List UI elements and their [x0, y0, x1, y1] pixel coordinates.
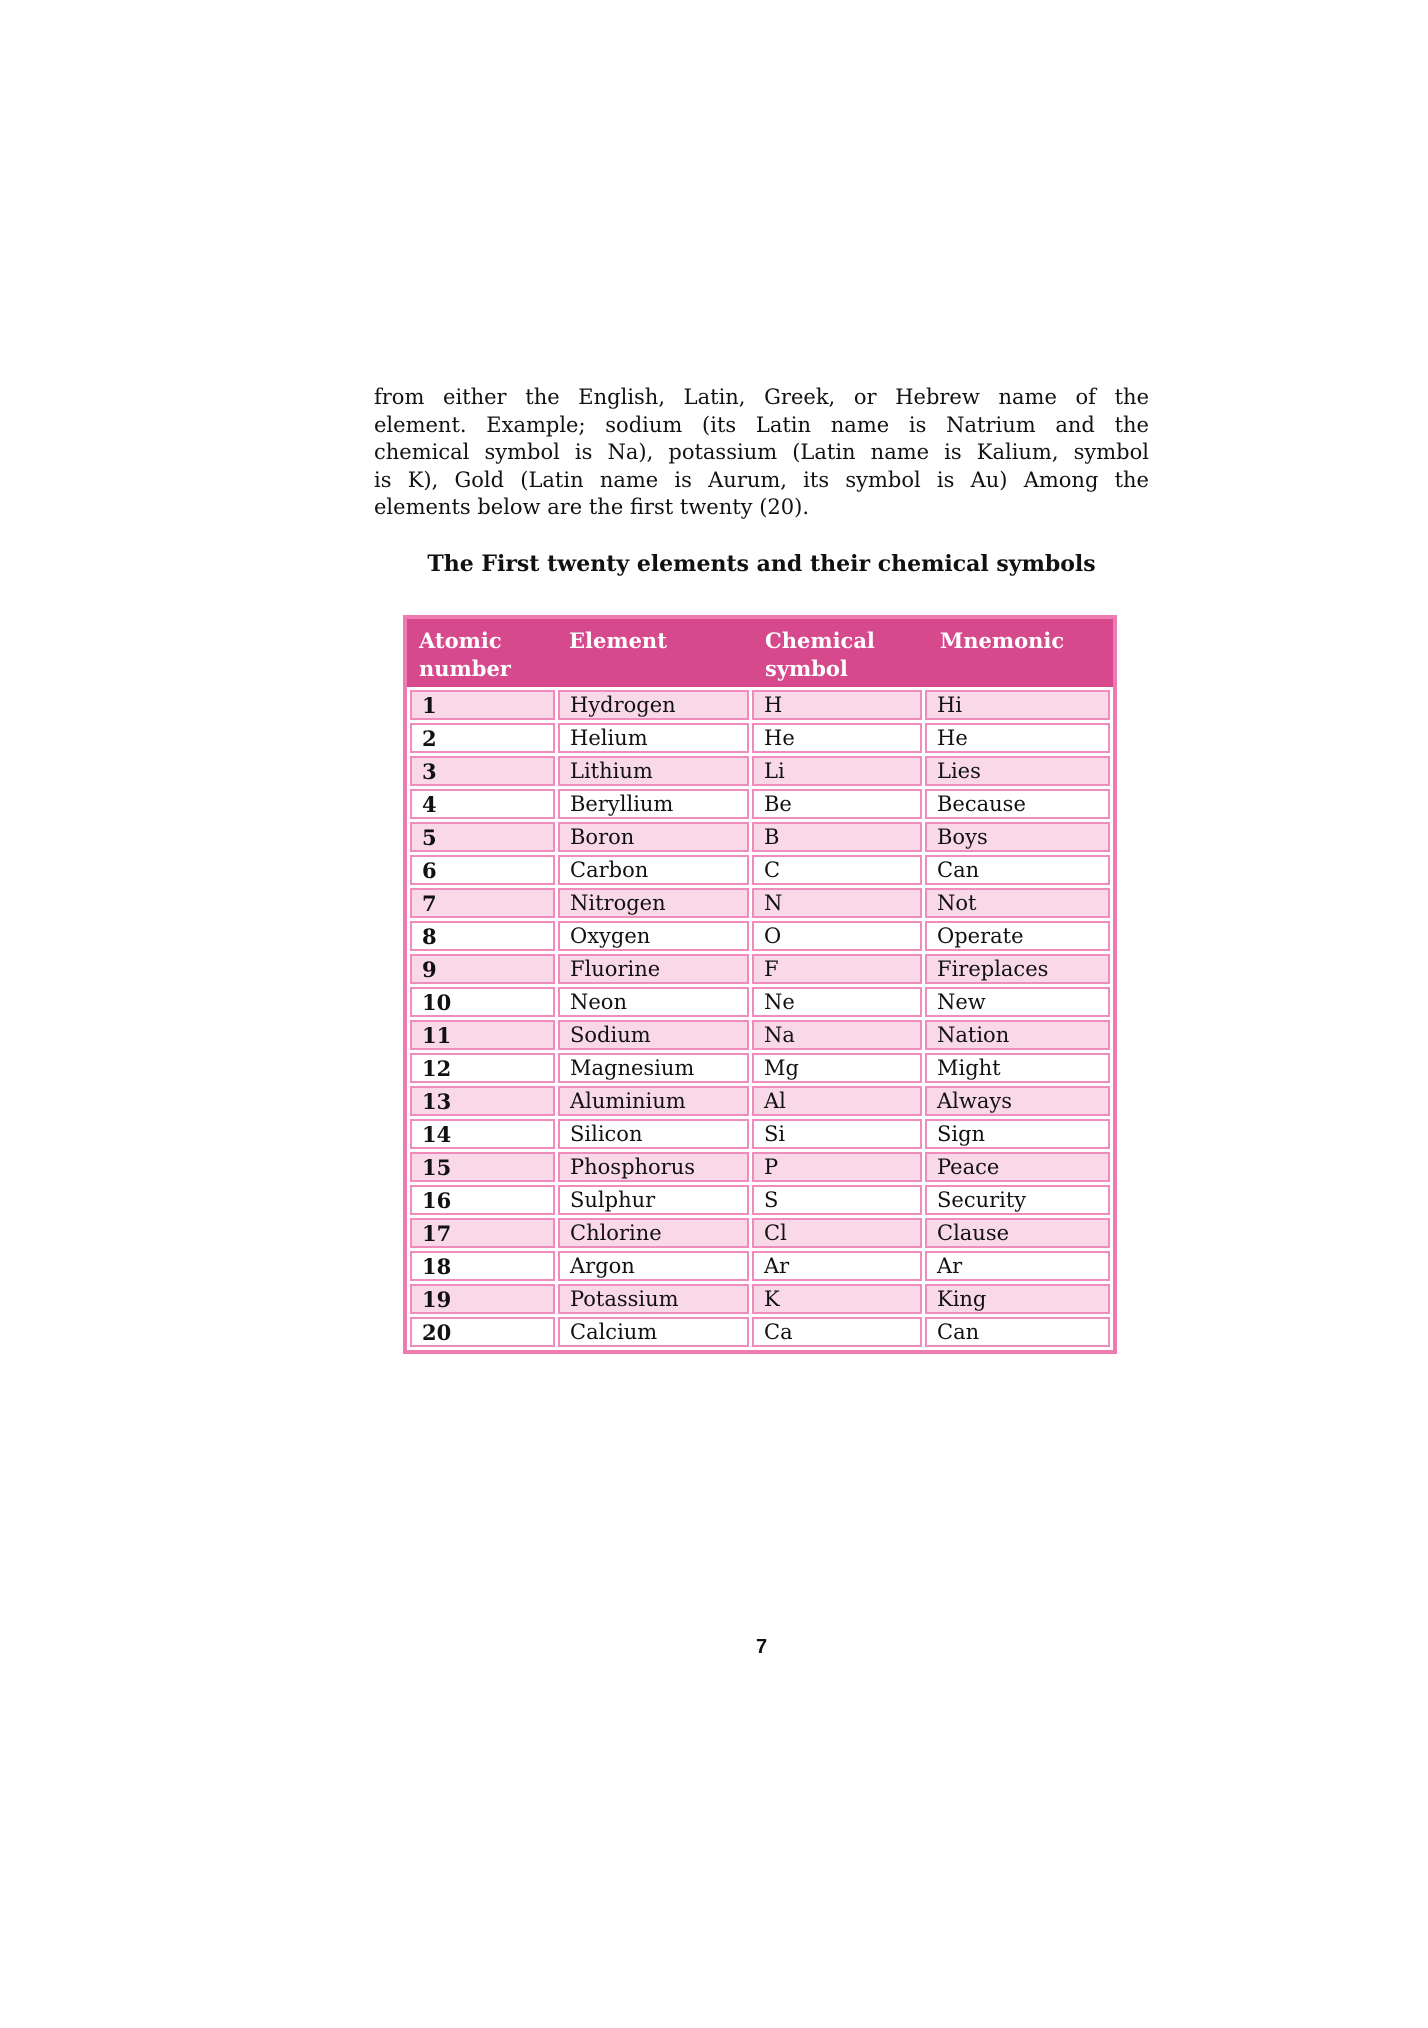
table-row [410, 1284, 1110, 1314]
paragraph-line: from either the English, Latin, Greek, or Hebrew name of the [374, 385, 1149, 409]
column-header-mnemonic: Mnemonic [940, 628, 1065, 653]
column-header-atomic-number: Atomic number [419, 628, 511, 681]
table-row [410, 987, 1110, 1017]
cell-atomic-number: 13 [410, 1086, 555, 1116]
cell-mnemonic: Sign [925, 1119, 1110, 1149]
cell-mnemonic: Because [925, 789, 1110, 819]
table-row [410, 690, 1110, 720]
cell-element: Aluminium [558, 1086, 749, 1116]
cell-mnemonic: Can [925, 1317, 1110, 1347]
cell-atomic-number: 3 [410, 756, 555, 786]
cell-atomic-number: 19 [410, 1284, 555, 1314]
table-row [410, 1053, 1110, 1083]
table-body [407, 687, 1113, 1350]
cell-mnemonic: Ar [925, 1251, 1110, 1281]
cell-mnemonic: He [925, 723, 1110, 753]
table-row [410, 954, 1110, 984]
table-row [410, 822, 1110, 852]
cell-symbol: Ar [752, 1251, 922, 1281]
column-header-chemical-symbol: Chemical symbol [765, 628, 875, 681]
cell-element: Potassium [558, 1284, 749, 1314]
cell-element: Chlorine [558, 1218, 749, 1248]
elements-table [403, 615, 1117, 1354]
cell-symbol: C [752, 855, 922, 885]
cell-mnemonic: Not [925, 888, 1110, 918]
table-row [410, 1119, 1110, 1149]
cell-symbol: He [752, 723, 922, 753]
cell-mnemonic: Can [925, 855, 1110, 885]
table-row [410, 1185, 1110, 1215]
cell-element: Lithium [558, 756, 749, 786]
cell-element: Neon [558, 987, 749, 1017]
cell-symbol: Ne [752, 987, 922, 1017]
cell-atomic-number: 20 [410, 1317, 555, 1347]
cell-symbol: B [752, 822, 922, 852]
table-row [410, 1020, 1110, 1050]
cell-symbol: O [752, 921, 922, 951]
intro-paragraph [374, 385, 1149, 523]
table-row [410, 1086, 1110, 1116]
table-row [410, 888, 1110, 918]
cell-symbol: Na [752, 1020, 922, 1050]
cell-mnemonic: Operate [925, 921, 1110, 951]
cell-element: Calcium [558, 1317, 749, 1347]
cell-symbol: Al [752, 1086, 922, 1116]
cell-element: Oxygen [558, 921, 749, 951]
page-number: 7 [755, 1636, 768, 1658]
cell-element: Nitrogen [558, 888, 749, 918]
cell-atomic-number: 14 [410, 1119, 555, 1149]
table-row [410, 855, 1110, 885]
paragraph-line: is K), Gold (Latin name is Aurum, its symbol is Au) Among the [374, 467, 1149, 492]
cell-symbol: Ca [752, 1317, 922, 1347]
cell-atomic-number: 7 [410, 888, 555, 918]
cell-mnemonic: Nation [925, 1020, 1110, 1050]
cell-mnemonic: Clause [925, 1218, 1110, 1248]
cell-mnemonic: King [925, 1284, 1110, 1314]
cell-atomic-number: 17 [410, 1218, 555, 1248]
cell-mnemonic: New [925, 987, 1110, 1017]
cell-mnemonic: Lies [925, 756, 1110, 786]
cell-symbol: Be [752, 789, 922, 819]
table-row [410, 1251, 1110, 1281]
cell-symbol: P [752, 1152, 922, 1182]
cell-element: Beryllium [558, 789, 749, 819]
cell-mnemonic: Might [925, 1053, 1110, 1083]
cell-symbol: K [752, 1284, 922, 1314]
table-row [410, 756, 1110, 786]
cell-atomic-number: 4 [410, 789, 555, 819]
cell-element: Phosphorus [558, 1152, 749, 1182]
cell-element: Fluorine [558, 954, 749, 984]
cell-atomic-number: 10 [410, 987, 555, 1017]
cell-atomic-number: 8 [410, 921, 555, 951]
cell-element: Boron [558, 822, 749, 852]
cell-atomic-number: 2 [410, 723, 555, 753]
cell-element: Magnesium [558, 1053, 749, 1083]
cell-atomic-number: 5 [410, 822, 555, 852]
cell-element: Argon [558, 1251, 749, 1281]
paragraph-line: element. Example; sodium (its Latin name is Natrium and the [374, 412, 1149, 437]
cell-element: Helium [558, 723, 749, 753]
table-row [410, 1218, 1110, 1248]
cell-symbol: H [752, 690, 922, 720]
cell-atomic-number: 11 [410, 1020, 555, 1050]
cell-mnemonic: Peace [925, 1152, 1110, 1182]
cell-symbol: F [752, 954, 922, 984]
table-header-row [407, 619, 1113, 687]
column-header-element: Element [569, 628, 667, 653]
table-row [410, 789, 1110, 819]
cell-symbol: Mg [752, 1053, 922, 1083]
cell-element: Sulphur [558, 1185, 749, 1215]
cell-atomic-number: 6 [410, 855, 555, 885]
cell-symbol: N [752, 888, 922, 918]
cell-mnemonic: Fireplaces [925, 954, 1110, 984]
table-title: The First twenty elements and their chemical symbols [427, 551, 1096, 577]
cell-element: Silicon [558, 1119, 749, 1149]
table-row [410, 1317, 1110, 1347]
cell-symbol: Si [752, 1119, 922, 1149]
cell-atomic-number: 12 [410, 1053, 555, 1083]
paragraph-line: elements below are the first twenty (20). [374, 495, 810, 520]
cell-atomic-number: 16 [410, 1185, 555, 1215]
cell-symbol: S [752, 1185, 922, 1215]
cell-element: Hydrogen [558, 690, 749, 720]
cell-mnemonic: Security [925, 1185, 1110, 1215]
cell-symbol: Cl [752, 1218, 922, 1248]
table-row [410, 921, 1110, 951]
table-row [410, 1152, 1110, 1182]
cell-mnemonic: Boys [925, 822, 1110, 852]
cell-atomic-number: 15 [410, 1152, 555, 1182]
table-row [410, 723, 1110, 753]
cell-element: Sodium [558, 1020, 749, 1050]
cell-atomic-number: 18 [410, 1251, 555, 1281]
cell-mnemonic: Always [925, 1086, 1110, 1116]
cell-symbol: Li [752, 756, 922, 786]
cell-element: Carbon [558, 855, 749, 885]
cell-atomic-number: 1 [410, 690, 555, 720]
cell-atomic-number: 9 [410, 954, 555, 984]
paragraph-line: chemical symbol is Na), potassium (Latin name is Kalium, symbol [374, 440, 1149, 465]
cell-mnemonic: Hi [925, 690, 1110, 720]
